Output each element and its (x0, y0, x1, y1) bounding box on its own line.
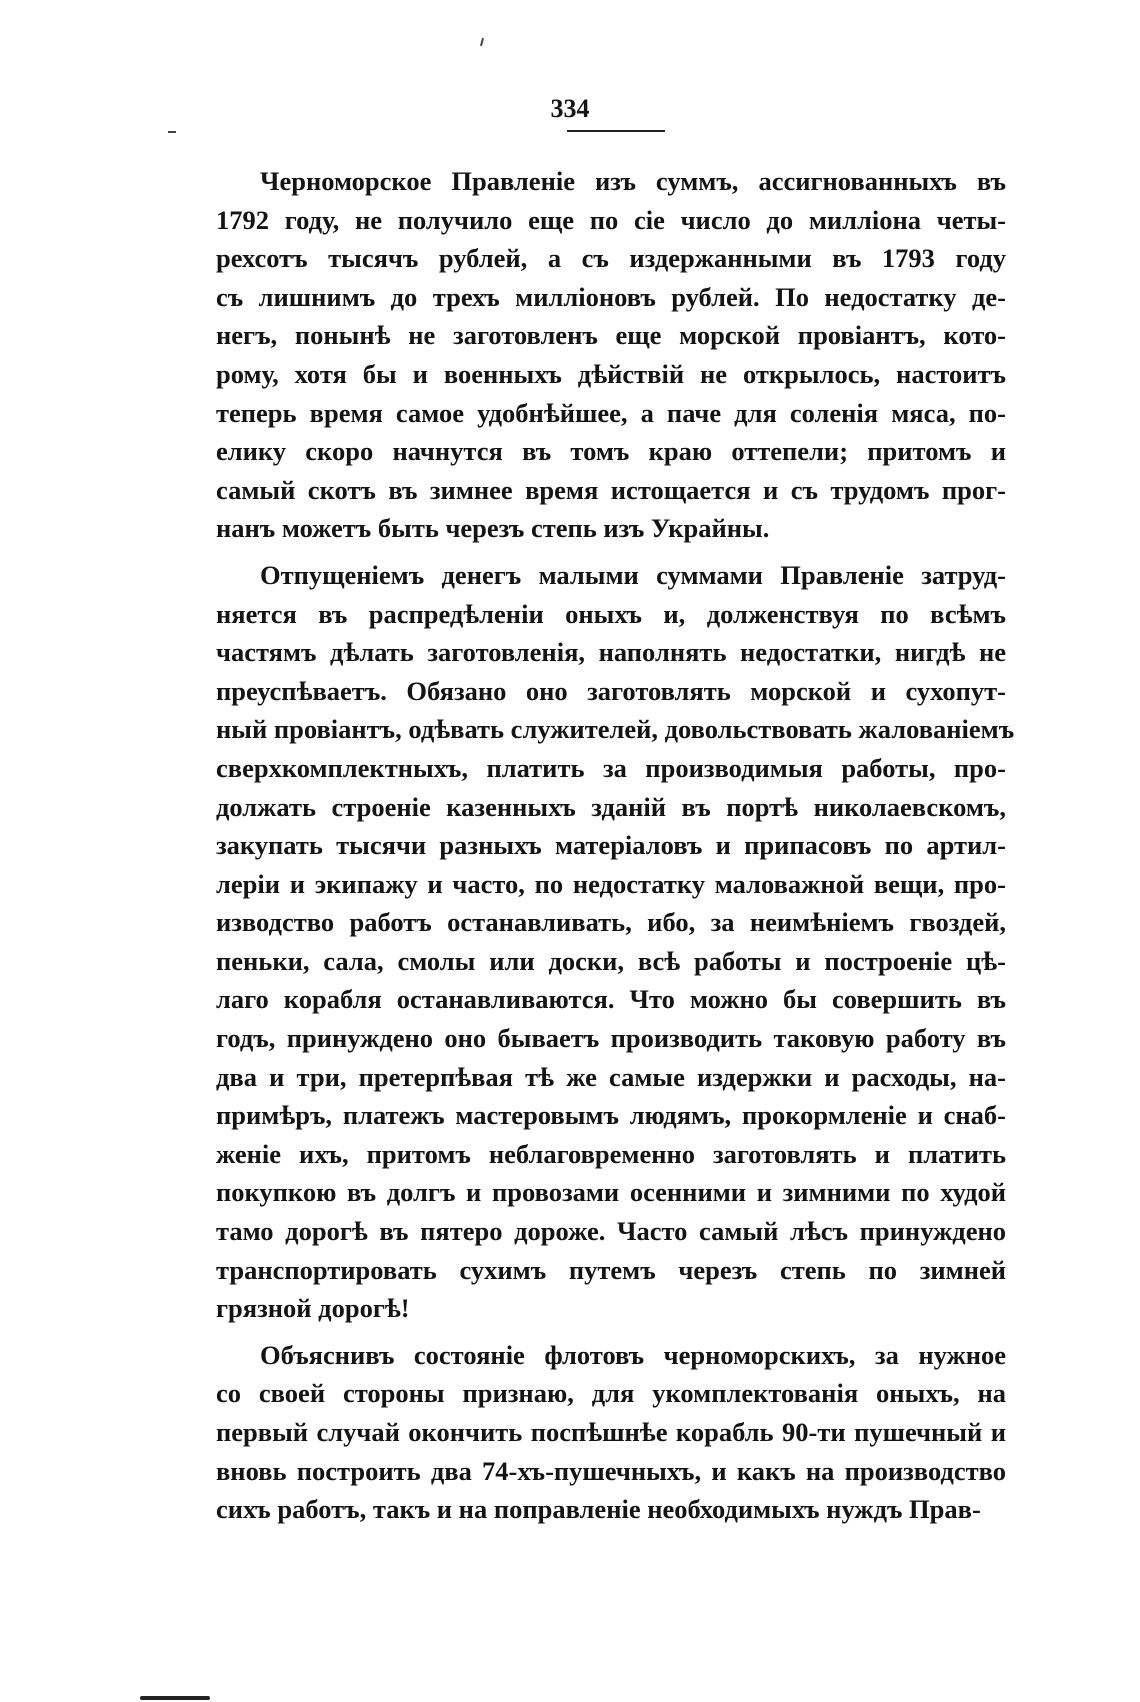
text-line: транспортировать сухимъ путемъ черезъ степь по зимней (216, 1254, 1006, 1285)
text-line: частямъ дѣлать заготовленія, наполнять недостатки, нигдѣ не (216, 637, 1006, 668)
text-line: примѣръ, платежъ мастеровымъ людямъ, прокормленіе и снаб- (216, 1100, 1006, 1131)
text-line: должать строеніе казенныхъ зданій въ портѣ николаевскомъ, (216, 791, 1006, 822)
text-line: женіе ихъ, притомъ неблаговременно заготовлять и платить (216, 1138, 1006, 1169)
text-line: преуспѣваетъ. Обязано оно заготовлять морской и сухопут- (216, 675, 1006, 706)
text-line: Черноморское Правленіе изъ суммъ, ассигнованныхъ въ (260, 166, 1006, 196)
scan-speck (480, 38, 484, 46)
text-line: сихъ работъ, такъ и на поправленіе необходимыхъ нуждъ Прав- (216, 1494, 981, 1525)
text-line: первый случай окончить поспѣшнѣе корабль 90-ти пушечный и (216, 1417, 1006, 1447)
text-line: съ лишнимъ до трехъ милліоновъ рублей. По недостатку де- (216, 281, 1006, 312)
text-line: закупать тысячи разныхъ матеріаловъ и припасовъ по артил- (216, 830, 1006, 861)
text-line: 1792 году, не получило еще по сіе число до милліона четы- (216, 204, 1006, 235)
text-line: грязной дорогѣ! (216, 1293, 410, 1324)
text-line: два и три, претерпѣвая тѣ же самые издержки и расходы, на- (216, 1061, 1006, 1092)
text-line: Объяснивъ состояніе флотовъ черноморскихъ, за нужное (260, 1339, 1006, 1370)
text-line: рехсотъ тысячъ рублей, а съ издержанными въ 1793 году (216, 243, 1006, 274)
body-text (216, 162, 1015, 1537)
text-line: елику скоро начнутся въ томъ краю оттепели; притомъ и (216, 436, 1006, 467)
text-line: лаго корабля останавливаются. Что можно бы совершить въ (216, 984, 1006, 1015)
text-line: со своей стороны признаю, для укомплектованія оныхъ, на (216, 1378, 1006, 1409)
paragraph (216, 1336, 1006, 1529)
scan-speck (168, 131, 176, 133)
text-line: покупкою въ долгъ и провозами осенними и зимними по худой (216, 1177, 1006, 1208)
text-line: сверхкомплектныхъ, платить за производимыя работы, про- (216, 752, 1006, 783)
text-line: леріи и экипажу и часто, по недостатку маловажной вещи, про- (216, 868, 1006, 899)
text-line: нанъ можетъ быть черезъ степь изъ Украйны. (216, 513, 770, 544)
text-line: изводство работъ останавливать, ибо, за неимѣніемъ гвоздей, (216, 907, 1006, 938)
text-line: негъ, понынѣ не заготовленъ еще морской провіантъ, кото- (216, 320, 1006, 351)
text-line: тамо дорогѣ въ пятеро дороже. Часто самый лѣсъ принуждено (216, 1216, 1006, 1247)
text-line: ный провіантъ, одѣвать служителей, довольствовать жалованіемъ (216, 714, 1015, 745)
text-line: годъ, принуждено оно бываетъ производить таковую работу въ (216, 1023, 1006, 1054)
text-line: самый скотъ въ зимнее время истощается и съ трудомъ прог- (216, 474, 1006, 505)
scan-edge-mark (140, 1696, 210, 1700)
text-line: теперь время самое удобнѣйшее, а паче для соленія мяса, по- (216, 397, 1006, 428)
page-number: 334 (550, 94, 590, 123)
page-number-rule (567, 130, 665, 132)
paragraph (216, 556, 1015, 1328)
text-line: пеньки, сала, смолы или доски, всѣ работы и построеніе цѣ- (216, 945, 1006, 976)
text-line: рому, хотя бы и военныхъ дѣйствій не открылось, настоитъ (216, 358, 1006, 389)
text-line: няется въ распредѣленіи оныхъ и, долженствуя по всѣмъ (216, 598, 1006, 629)
text-line: Отпущеніемъ денегъ малыми суммами Правленіе затруд- (260, 559, 1006, 590)
text-line: вновь построить два 74-хъ-пушечныхъ, и какъ на производство (216, 1455, 1006, 1486)
paragraph (216, 162, 1006, 548)
